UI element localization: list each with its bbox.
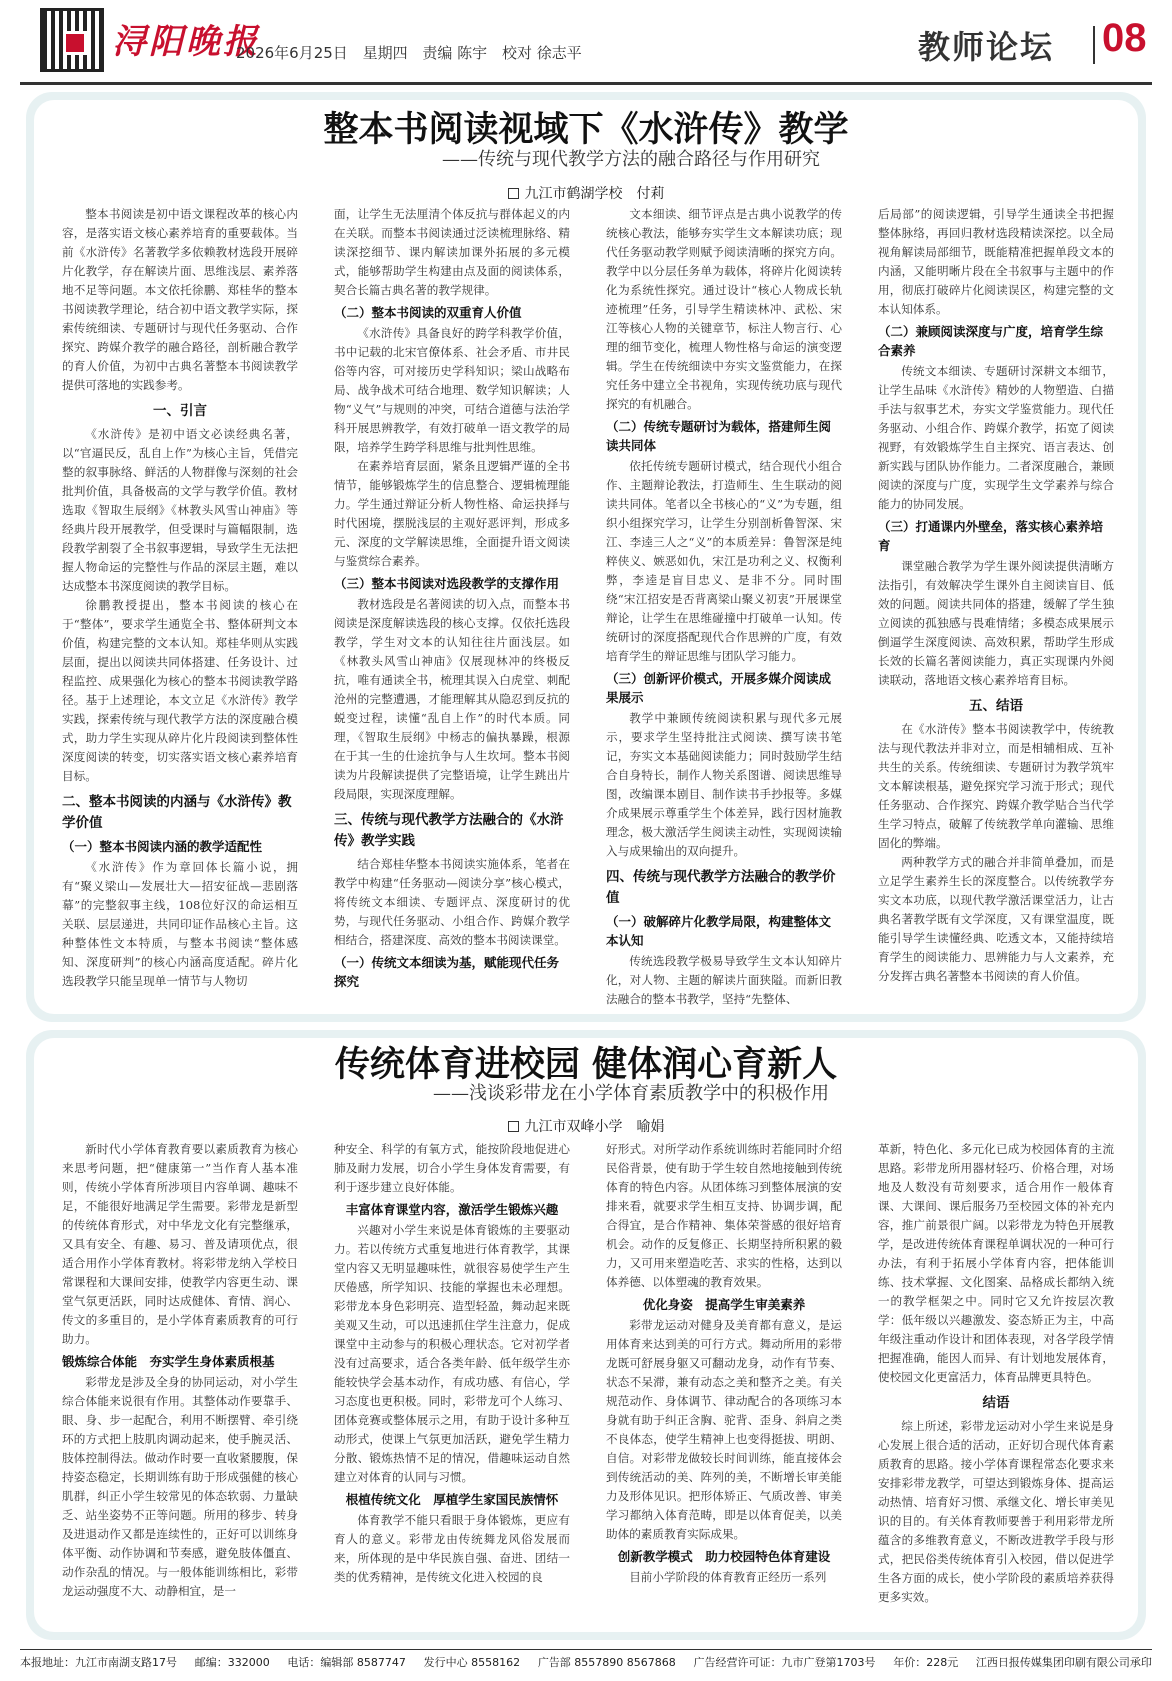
footer-license: 广告经营许可证：九市广登第1703号 (693, 1656, 876, 1669)
body-paragraph: 后局部”的阅读逻辑，引导学生通读全书把握整体脉络，再回归教材选段精读深挖。以全局视角解读局部细节，既能精准把握单段文本的内涵，又能明晰片段在全书叙事与主题中的作用，彻底打破碎片化阅读误区，构建完整的文本认知体系。 (878, 207, 1114, 316)
subsection-heading: （三）创新评价模式，开展多媒介阅读成果展示 (606, 671, 832, 705)
body-paragraph: 文本细读、细节评点是古典小说教学的传统核心教法，能够夯实学生文本解读功底；现代任务驱动教学则赋予阅读清晰的探究方向。教学中以分层任务单为载体，将碎片化阅读转化为系统性探究。通过设计“核心人物成长轨迹梳理”任务，引导学生精读林冲、武松、宋江等核心人物的关键章节，标注人物言行、心理的细节变化，梳理人物性格与命运的演变逻辑。学生在传统细读中夯实文鉴赏能力，在探究任务中建立全书视角，实现传统功底与现代探究的有机融合。 (606, 207, 842, 411)
body-paragraph: 《水浒传》是初中语文必读经典名著，以“官逼民反，乱自上作”为核心主旨，凭借完整的叙事脉络、鲜活的人物群像与深刻的社会批判价值，具备极高的文学与教学价值。教材选取《智取生辰纲》《林教头风雪山神庙》等经典片段开展教学，但受课时与篇幅限制，选段教学割裂了全书叙事逻辑，导致学生无法把握人物命运的完整性与作品的深层主题，难以达成整本书深度阅读的教学目标。 (62, 427, 298, 593)
article-2-subtitle: ——浅谈彩带龙在小学体育素质教学中的积极作用 (433, 1083, 829, 1104)
masthead (0, 0, 1172, 90)
subsection-heading: （二）传统专题研讨为载体，搭建师生阅读共同体 (606, 419, 832, 453)
footer-distribution: 发行中心 8558162 (423, 1656, 521, 1669)
article-1-byline (0, 183, 1172, 203)
subsection-heading: （一）破解碎片化教学局限，构建整体文本认知 (606, 914, 832, 948)
section-title: 教师论坛 (918, 28, 1055, 66)
article1-column (878, 205, 1114, 1012)
body-paragraph: 传统文本细读、专题研讨深耕文本细节，让学生品味《水浒传》精妙的人物塑造、白描手法与叙事艺术，夯实文学鉴赏能力。现代任务驱动、小组合作、跨媒介教学，拓宽了阅读视野，有效锻炼学生自主探究、语言表达、创新实践与团队协作能力。二者深度融合，兼顾阅读的深度与广度，实现学生文学素养与综合能力的协同发展。 (878, 364, 1114, 511)
newspaper-logo: 浔阳晚报 (112, 22, 260, 62)
article2-column (334, 1140, 570, 1632)
body-paragraph: 教学中兼顾传统阅读积累与现代多元展示，要求学生坚持批注式阅读、撰写读书笔记，夯实文本基础阅读能力；同时鼓励学生结合自身特长，制作人物关系图谱、阅读思维导图，改编课本剧目、制作读书手抄报等。多媒介成果展示尊重学生个体差异，践行因材施教理念，极大激活学生阅读主动性，实现阅读输入与成果输出的双向提升。 (606, 711, 842, 858)
checkbox-icon (508, 1121, 519, 1132)
body-paragraph: 兴趣对小学生来说是体育锻炼的主要驱动力。若以传统方式重复地进行体育教学，其课堂内容又无明显趣味性，就很容易使学生产生厌倦感，所学知识、技能的掌握也未必理想。彩带龙本身色彩明亮、造型轻盈，舞动起来既美观又生动，可以迅速抓住学生注意力，促成课堂中主动参与的积极心理状态。它对初学者没有过高要求，适合各类年龄、低年级学生亦能较快学会基本动作，有成功感、有信心，学习态度也更积极。同时，彩带龙可个人练习、团体竞赛或整体展示之用，有助于设计多种互动形式，使课上气氛更加活跃，避免学生精力分散、锻炼热情不足的情况，借趣味运动自然建立对体育的认同与习惯。 (334, 1223, 570, 1484)
section-heading: 四、传统与现代教学方法融合的教学价值 (606, 869, 836, 906)
subsection-heading: 创新教学模式 助力校园特色体育建设 (617, 1549, 831, 1564)
subsection-heading: （一）传统文本细读为基，赋能现代任务探究 (334, 955, 560, 989)
body-paragraph: 结合郑桂华整本书阅读实施体系，笔者在教学中构建“任务驱动—阅读分享”核心模式，将传统文本细读、专题评点、深度研讨的优势，与现代任务驱动、小组合作、跨媒介教学相结合，搭建深度、高效的整本书阅读课堂。 (334, 857, 570, 947)
article-1-subtitle: ——传统与现代教学方法的融合路径与作用研究 (442, 149, 820, 170)
body-paragraph: 在素养培育层面，紧条且逻辑严谨的全书情节，能够锻炼学生的信息整合、逻辑梳理能力。学生通过辩证分析人物性格、命运抉择与时代困境，摆脱浅层的主观好恶评判，形成多元、深度的文学解读思维，全面提升语文阅读与鉴赏综合素养。 (334, 459, 570, 568)
footer-phone: 电话：编辑部 8587747 (287, 1656, 406, 1669)
body-paragraph: 两种教学方式的融合并非简单叠加，而是立足学生素养生长的深度整合。以传统教学夯实文本功底，以现代教学激活课堂活力，让古典名著教学既有文学深度，又有课堂温度，既能引导学生读懂经典、吃透文本，又能持续培育学生的阅读能力、思辨能力与人文素养，充分发挥古典名著整本书阅读的育人价值。 (878, 855, 1114, 983)
body-paragraph: 《水浒传》具备良好的跨学科教学价值，书中记载的北宋官僚体系、社会矛盾、市井民俗等内容，可对接历史学科知识；梁山战略布局、战争战术可结合地理、数学知识解读；人物“义气”与规则的冲突，可结合道德与法治学科开展思辨教学，有效打破单一语文教学的局限，培养学生跨学科思维与批判性思维。 (334, 326, 570, 454)
subsection-heading: 锻炼综合体能 夯实学生身体素质根基 (62, 1354, 275, 1369)
divider (20, 1649, 1152, 1650)
article1-column (62, 205, 298, 1012)
issue-date: 2026年6月25日 (236, 44, 348, 62)
body-paragraph: 新时代小学体育教育要以素质教育为核心来思考问题，把“健康第一”当作育人基本准则，传统小学体育所涉项目内容单调、趣味不足，不能很好地满足学生需要。彩带龙是新型的传统体育形式，对中华龙文化有完整继承，又具有安全、有趣、易习、普及请项优点，很适合用作小学体育教材。将彩带龙纳入学校日常课程和大课间安排，使教学内容更生动、课堂气氛更活跃，同时达成健体、育情、润心、传文的多重目的，是小学体育素质教育的可行助力。 (62, 1142, 298, 1346)
footer-printer: 江西日报传媒集团印刷有限公司承印 (975, 1656, 1152, 1669)
body-paragraph: 好形式。对所学动作系统训练时若能同时介绍民俗背景，使有助于学生较自然地接触到传统体育的特色内容。从团体练习到整体展演的安排来看，就要求学生相互支持、协调步调，配合得宜，是合作精神、集体荣誉感的很好培育机会。动作的反复修正、长期坚持所积累的毅力，又可用来塑造吃苦、求实的性格，达到以体养德、以体塑魂的教育效果。 (606, 1142, 842, 1289)
section-heading: 结语 (982, 1395, 1010, 1411)
article-2-body (62, 1140, 1114, 1632)
subsection-heading: 优化身姿 提高学生审美素养 (642, 1297, 806, 1312)
footer-ads: 广告部 8557890 8567868 (537, 1656, 676, 1669)
article2-column (606, 1140, 842, 1632)
checkbox-icon (508, 188, 519, 199)
qr-code-icon[interactable] (40, 8, 104, 72)
article-1-author: 九江市鹤湖学校 付莉 (524, 186, 665, 202)
body-paragraph: 革新，特色化、多元化已成为校园体育的主流思路。彩带龙所用器材轻巧、价格合理，对场地及人数没有苛刻要求，适合用作一般体育课、大课间、课后服务乃至校园文体的补充内容，推广前景很广阔。以彩带龙为特色开展教学，是改进传统体育课程单调状况的一种可行办法，有利于拓展小学体育内容，把体能训练、技术掌握、文化图案、品格成长都纳入统一的教学框架之中。同时它又允许按层次教学：低年级以兴趣激发、姿态矫正为主，中高年级注重动作设计和团体表现，对各学段学情把握准确，能因人而异、有计划地发展体育，使校园文化更富活力，体育品牌更具特色。 (878, 1142, 1114, 1384)
issue-info (236, 42, 592, 63)
article1-column (334, 205, 570, 1012)
body-paragraph: 在《水浒传》整本书阅读教学中，传统教法与现代教法并非对立，而是相辅相成、互补共生的关系。传统细读、专题研讨为教学筑牢文本解读根基，避免探究学习流于形式；现代任务驱动、合作探究、跨媒介教学贴合当代学生学习特点，破解了传统教学单向灌输、思维固化的弊端。 (878, 722, 1114, 850)
body-paragraph: 《水浒传》作为章回体长篇小说，拥有“聚义梁山—发展壮大—招安征战—悲剧落幕”的完整叙事主线，108位好汉的命运相互关联、层层递进，共同印证作品核心主旨。这种整体性文本特质，与整本书阅读“整体感知、深度研判”的核心内涵高度适配。碎片化选段教学只能呈现单一情节与人物切 (62, 860, 298, 988)
body-paragraph: 种安全、科学的有氧方式，能按阶段地促进心肺及耐力发展，切合小学生身体发育需要，有利于逐步建立良好体能。 (334, 1142, 570, 1194)
body-paragraph: 依托传统专题研讨模式，结合现代小组合作、主题辩论教法，打造师生、生生联动的阅读共同体。笔者以全书核心的“义”为专题，组织小组探究学习，让学生分别剖析鲁智深、宋江、李逵三人之“义”的本质差异：鲁智深是纯粹侠义、嫉恶如仇，宋江是功利之义、权衡利弊，李逵是盲目忠义、是非不分。同时围绕“宋江招安是否背离梁山聚义初衷”开展课堂辩论，让学生在思维碰撞中打破单一认知。传统研讨的深度搭配现代合作思辨的广度，有效培育学生的辩证思维与团队学习能力。 (606, 459, 842, 663)
article-1-body (62, 205, 1114, 1012)
subsection-heading: 丰富体育课堂内容，激活学生锻炼兴趣 (345, 1202, 559, 1217)
section-heading: 五、结语 (969, 698, 1023, 714)
section-heading: 三、传统与现代教学方法融合的《水浒传》教学实践 (334, 812, 564, 849)
body-paragraph: 传统选段教学极易导致学生文本认知碎片化，对人物、主题的解读片面狭隘。而新旧教法融合的整本书教学，坚持“先整体、 (606, 954, 842, 1006)
editor-credit: 责编 陈宇 (422, 44, 488, 62)
subsection-heading: 根植传统文化 厚植学生家国民族情怀 (345, 1492, 559, 1507)
body-paragraph: 目前小学阶段的体育教育正经历一系列 (629, 1570, 827, 1584)
footer-address: 本报地址：九江市南湖支路17号 (20, 1656, 177, 1669)
article-2-title: 传统体育进校园 健体润心育新人 (334, 1044, 838, 1085)
article2-column (62, 1140, 298, 1632)
body-paragraph: 徐鹏教授提出，整本书阅读的核心在于“整体”，要求学生通览全书、整体研判文本价值，构建完整的文本认知。郑桂华则从实践层面，提出以阅读共同体搭建、任务设计、过程监控、成果强化为核心的整本书阅读教学路径。基于上述理论，本文立足《水浒传》教学实践，探索传统与现代教学方法的深度融合模式，助力学生实现从碎片化片段阅读到整体性深度阅读的转变，切实落实语文核心素养培育目标。 (62, 598, 298, 783)
article2-column (878, 1140, 1114, 1632)
subsection-heading: （二）兼顾阅读深度与广度，培育学生综合素养 (878, 324, 1104, 358)
page-number: 08 (1102, 16, 1147, 60)
body-paragraph: 教材选段是名著阅读的切入点，而整本书阅读是深度解读选段的核心支撑。仅依托选段教学，学生对文本的认知往往片面浅层。如《林教头风雪山神庙》仅展现林冲的终极反抗，唯有通读全书，梳理其误入白虎堂、刺配沧州的完整遭遇，才能理解其从隐忍到反抗的蜕变过程，读懂“乱自上作”的时代本质。同理，《智取生辰纲》中杨志的偏执暴躁，根源在于其一生的仕途抗争与人生坎坷。整本书阅读为片段解读提供了完整语境，让学生跳出片段局限，实现深度理解。 (334, 597, 570, 801)
footer-price: 年价：228元 (893, 1656, 959, 1669)
section-heading: 二、整本书阅读的内涵与《水浒传》教学价值 (62, 794, 292, 831)
subsection-heading: （一）整本书阅读内涵的教学适配性 (62, 839, 263, 854)
divider (1093, 26, 1095, 64)
body-paragraph: 课堂融合教学为学生课外阅读提供清晰方法指引，有效解决学生课外自主阅读盲目、低效的问题。阅读共同体的搭建，缓解了学生独立阅读的孤独感与畏难情绪；多模态成果展示倒逼学生深度阅读、高效积累，帮助学生形成长效的长篇名著阅读能力，真正实现课内外阅读联动，落地语文核心素养培育目标。 (878, 559, 1114, 687)
body-paragraph: 整本书阅读是初中语文课程改革的核心内容，是落实语文核心素养培育的重要载体。当前《水浒传》名著教学多依赖教材选段开展碎片化教学，存在解读片面、思维浅层、素养落地不足等问题。本文依托徐鹏、郑桂华的整本书阅读教学理论，结合初中语文教学实际，探索传统细读、专题研讨与现代任务驱动、合作探究、跨媒介教学的融合路径，剖析融合教学的育人价值，为初中古典名著整本书阅读教学提供可落地的实践参考。 (62, 207, 298, 392)
body-paragraph: 综上所述，彩带龙运动对小学生来说是身心发展上很合适的活动，正好切合现代体育素质教育的思路。接小学体育课程常态化要求来安排彩带龙教学，可望达到锻炼身体、提高运动热情、培育好习惯、承继文化、增长审美见识的目的。有关体育教师要善于利用彩带龙所蕴含的多维教育意义，不断改进教学手段与形式，把民俗类传统体育引入校园，借以促进学生各方面的成长，使小学阶段的素质培养获得更多实效。 (878, 1419, 1114, 1604)
proofreader-credit: 校对 徐志平 (501, 44, 582, 62)
article1-column (606, 205, 842, 1012)
body-paragraph: 彩带龙运动对健身及美育都有意义，是运用体育来达到美的可行方式。舞动所用的彩带龙既可舒展身躯又可翻动龙身，动作有节奏、状态不呆滞，兼有动态之美和整齐之美。有关规范动作、身体调节、律动配合的各项练习本身就有助于纠正含胸、驼背、歪身、斜肩之类不良体态，使学生精神上也变得挺拔、明朗、自信。对彩带龙做较长时间训练，能直接体会到传统活动的美、阵列的美，不断增长审美能力及形体见识。把形体矫正、气质改善、审美学习都纳入体育范畴，即是以体育促美，以美助体的素质教育实际成果。 (606, 1318, 842, 1541)
body-paragraph: 体育教学不能只看眼于身体锻炼，更应有育人的意义。彩带龙由传统舞龙风俗发展而来，所体现的是中华民族自强、奋进、团结一类的优秀精神，是传统文化进入校园的良 (334, 1513, 570, 1584)
subsection-heading: （三）打通课内外壁垒，落实核心素养培育 (878, 519, 1104, 553)
section-heading: 一、引言 (153, 403, 207, 419)
article-2-author: 九江市双峰小学 喻娟 (524, 1119, 665, 1135)
footer-postcode: 邮编：332000 (194, 1656, 270, 1669)
subsection-heading: （二）整本书阅读的双重育人价值 (334, 305, 522, 320)
issue-weekday: 星期四 (362, 44, 408, 62)
body-paragraph: 面，让学生无法厘清个体反抗与群体起义的内在关联。而整本书阅读通过泛读梳理脉络、精读深挖细节、课内解读加课外拓展的多元模式，能够帮助学生构建由点及面的阅读体系，契合长篇古典名著的教学规律。 (334, 207, 570, 297)
article-2-byline (0, 1116, 1172, 1136)
article-1-title: 整本书阅读视域下《水浒传》教学 (323, 109, 849, 150)
body-paragraph: 彩带龙是涉及全身的协同运动，对小学生综合体能来说很有作用。其整体动作要靠手、眼、身、步一起配合，利用不断摆臂、牵引绕环的方式把上肢肌肉调动起来，使手腕灵活、肢体控制得法。做动作时要一直收紧腰腹，保持姿态稳定，长期训练有助于形成强健的核心肌群，纠正小学生较常见的体态软弱、力量缺乏、站坐姿势不正等问题。所用的移步、转身及进退动作又都是连续性的，正好可以训练身体平衡、动作协调和节奏感，避免肢体僵直、动作杂乱的情况。与一般体能训练相比，彩带龙运动强度不大、动静相宜，是一 (62, 1375, 298, 1598)
footer (20, 1654, 1152, 1670)
divider (20, 82, 1152, 85)
subsection-heading: （三）整本书阅读对选段教学的支撑作用 (334, 576, 560, 591)
